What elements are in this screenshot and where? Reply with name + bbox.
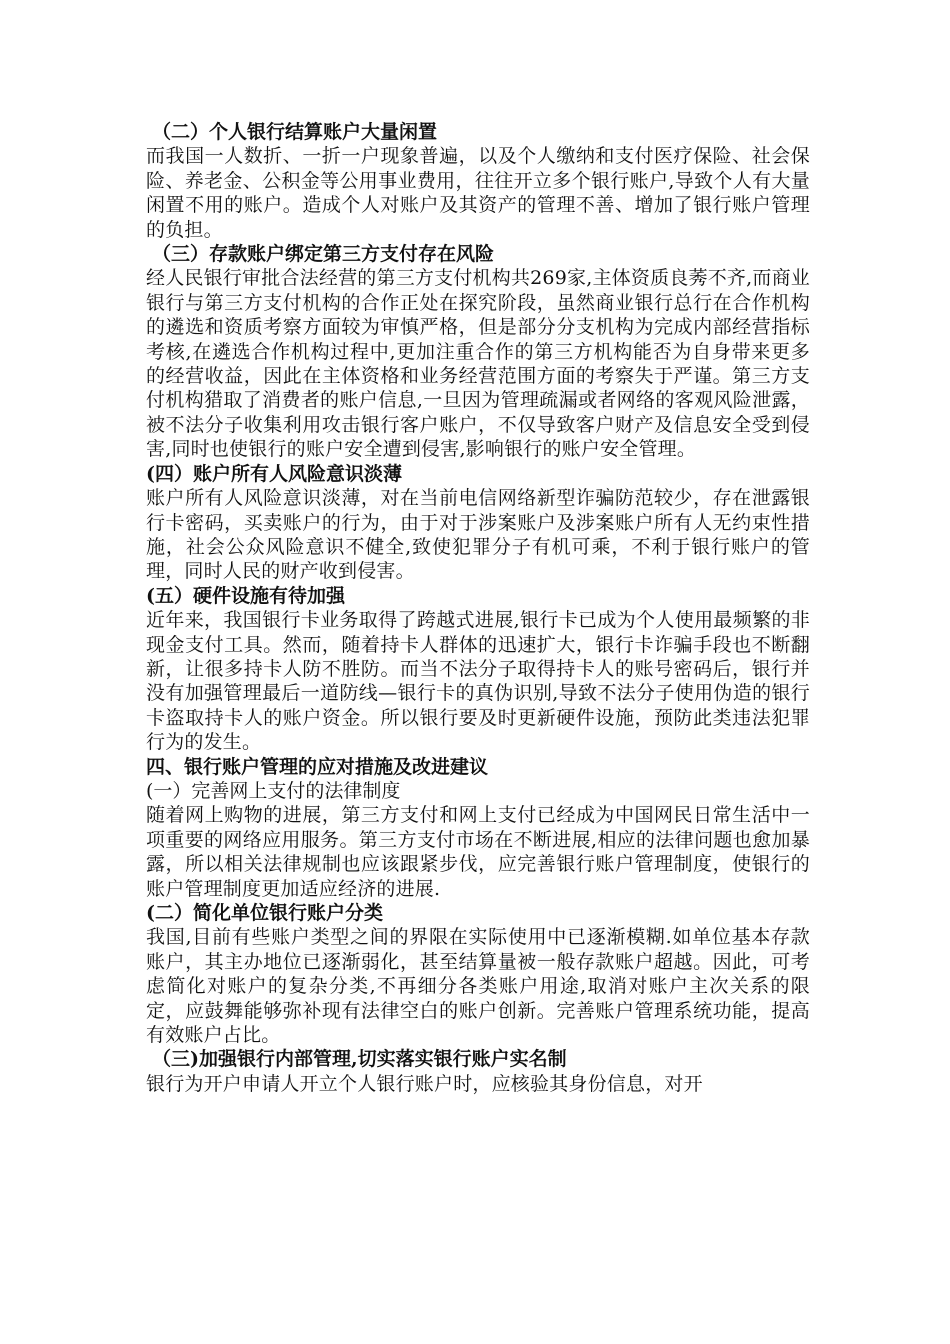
subsection-heading-2: (二）简化单位银行账户分类 <box>146 902 383 924</box>
subsection-paragraph-2: 我国,目前有些账户类型之间的界限在实际使用中已逐渐模糊.如单位基本存款账户，其主办地位已逐渐弱化，甚至结算量被一般存款账户超越。因此，可考虑简化对账户的复杂分类,不再细分各类账户用途,取消对账户主次关系的限定，应鼓舞能够弥补现有法律空白的账户创新。完善账户管理系统功能，提高有效账户占比。 <box>146 926 810 1047</box>
chapter-heading: 四、银行账户管理的应对措施及改进建议 <box>146 755 489 778</box>
section-heading-3: （三）存款账户绑定第三方支付存在风险 <box>152 243 495 266</box>
subsection-paragraph-3: 银行为开户申请人开立个人银行账户时，应核验其身份信息，对开 <box>146 1072 703 1095</box>
section-heading-5: (五）硬件设施有待加强 <box>146 584 345 607</box>
section-heading-2: （二）个人银行结算账户大量闲置 <box>152 121 438 143</box>
subsection-heading-3: （三)加强银行内部管理,切实落实银行账户实名制 <box>152 1048 567 1071</box>
section-paragraph-4: 账户所有人风险意识淡薄，对在当前电信网络新型诈骗防范较少，存在泄露银行卡密码，买卖账户的行为，由于对于涉案账户及涉案账户所有人无约束性措施，社会公众风险意识不健全,致使犯罪分子有机可乘，不利于银行账户的管理，同时人民的财产收到侵害。 <box>146 487 810 583</box>
subsection-heading-1: (一）完善网上支付的法律制度 <box>146 779 401 802</box>
section-heading-4: (四）账户所有人风险意识淡薄 <box>146 462 402 485</box>
section-paragraph-5: 近年来，我国银行卡业务取得了跨越式进展,银行卡已成为个人使用最频繁的非现金支付工具。然而，随着持卡人群体的迅速扩大，银行卡诈骗手段也不断翻新，让很多持卡人防不胜防。而当不法分子取得持卡人的账号密码后，银行并没有加强管理最后一道防线—银行卡的真伪识别,导致不法分子使用伪造的银行卡盗取持卡人的账户资金。所以银行要及时更新硬件设施，预防此类违法犯罪行为的发生。 <box>146 609 810 754</box>
document-body <box>146 120 810 1096</box>
section-paragraph-2: 而我国一人数折、一折一户现象普遍，以及个人缴纳和支付医疗保险、社会保险、养老金、公积金等公用事业费用，往往开立多个银行账户,导致个人有大量闲置不用的账户。造成个人对账户及其资产的管理不善、增加了银行账户管理的负担。 <box>146 145 810 241</box>
section-paragraph-3: 经人民银行审批合法经营的第三方支付机构共269家,主体资质良莠不齐,而商业银行与第三方支付机构的合作正处在探究阶段，虽然商业银行总行在合作机构的遴选和资质考察方面较为审慎严格，但是部分分支机构为完成内部经营指标考核,在遴选合作机构过程中,更加注重合作的第三方机构能否为自身带来更多的经营收益，因此在主体资格和业务经营范围方面的考察失于严谨。第三方支付机构猎取了消费者的账户信息,一旦因为管理疏漏或者网络的客观风险泄露，被不法分子收集利用攻击银行客户账户，不仅导致客户财产及信息安全受到侵害,同时也使银行的账户安全遭到侵害,影响银行的账户安全管理。 <box>146 267 810 461</box>
subsection-paragraph-1: 随着网上购物的进展，第三方支付和网上支付已经成为中国网民日常生活中一项重要的网络应用服务。第三方支付市场在不断进展,相应的法律问题也愈加暴露，所以相关法律规制也应该跟紧步伐，应完善银行账户管理制度，使银行的账户管理制度更加适应经济的进展. <box>146 804 810 900</box>
